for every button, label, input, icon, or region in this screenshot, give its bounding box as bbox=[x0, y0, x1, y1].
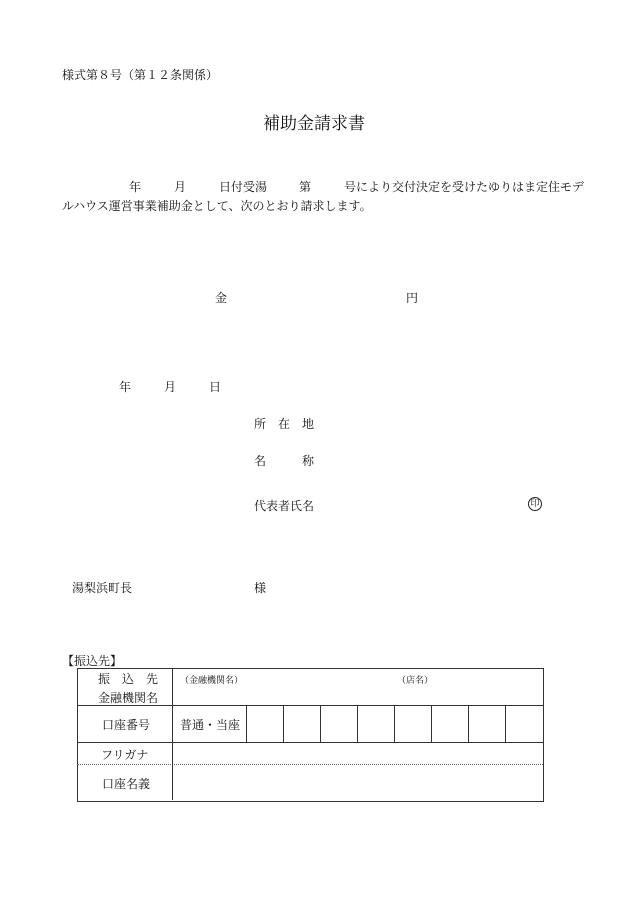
bank-name-hint: （金融機関名） bbox=[180, 676, 244, 686]
row-divider-2 bbox=[77, 742, 543, 743]
body-dai: 第 bbox=[299, 180, 312, 194]
body-line2: ルハウス運営事業補助金として、次のとおり請求します。 bbox=[62, 199, 372, 213]
label-column-divider bbox=[172, 668, 173, 800]
row-divider-dotted bbox=[77, 764, 543, 765]
account-box-divider bbox=[320, 705, 321, 742]
account-number-label: 口座番号 bbox=[102, 718, 151, 732]
account-box-divider bbox=[468, 705, 469, 742]
account-type: 普通・当座 bbox=[180, 718, 241, 732]
mayor-label: 湯梨浜町長 bbox=[72, 581, 133, 595]
date-day: 日 bbox=[209, 380, 222, 394]
date-year: 年 bbox=[119, 380, 132, 394]
account-box-divider bbox=[431, 705, 432, 742]
body-date-ref: 日付受湯 bbox=[219, 180, 268, 194]
page-title: 補助金請求書 bbox=[263, 114, 365, 134]
branch-hint: （店名） bbox=[397, 676, 434, 686]
account-box-divider bbox=[394, 705, 395, 742]
name-label: 名 称 bbox=[254, 454, 315, 468]
account-box-divider bbox=[283, 705, 284, 742]
date-month: 月 bbox=[164, 380, 177, 394]
bank-label-line2: 金融機関名 bbox=[98, 691, 159, 705]
representative-label: 代表者氏名 bbox=[254, 499, 315, 513]
sama-label: 様 bbox=[254, 581, 267, 595]
account-box-divider bbox=[357, 705, 358, 742]
bank-label-line1: 振 込 先 bbox=[98, 672, 159, 686]
amount-en: 円 bbox=[406, 291, 419, 305]
furigana-label: フリガナ bbox=[101, 748, 149, 762]
body-year: 年 bbox=[129, 180, 142, 194]
account-box-divider bbox=[246, 705, 247, 742]
body-month: 月 bbox=[174, 180, 187, 194]
account-box-divider bbox=[505, 705, 506, 742]
body-line1-rest: 号により交付決定を受けたゆりはま定住モデ bbox=[344, 180, 585, 194]
account-holder-label: 口座名義 bbox=[102, 777, 151, 791]
address-label: 所 在 地 bbox=[254, 417, 315, 431]
transfer-heading: 【振込先】 bbox=[62, 654, 123, 668]
form-number: 様式第８号（第１２条関係） bbox=[62, 68, 219, 82]
amount-kin: 金 bbox=[215, 291, 228, 305]
seal-mark: 印 bbox=[528, 497, 542, 511]
